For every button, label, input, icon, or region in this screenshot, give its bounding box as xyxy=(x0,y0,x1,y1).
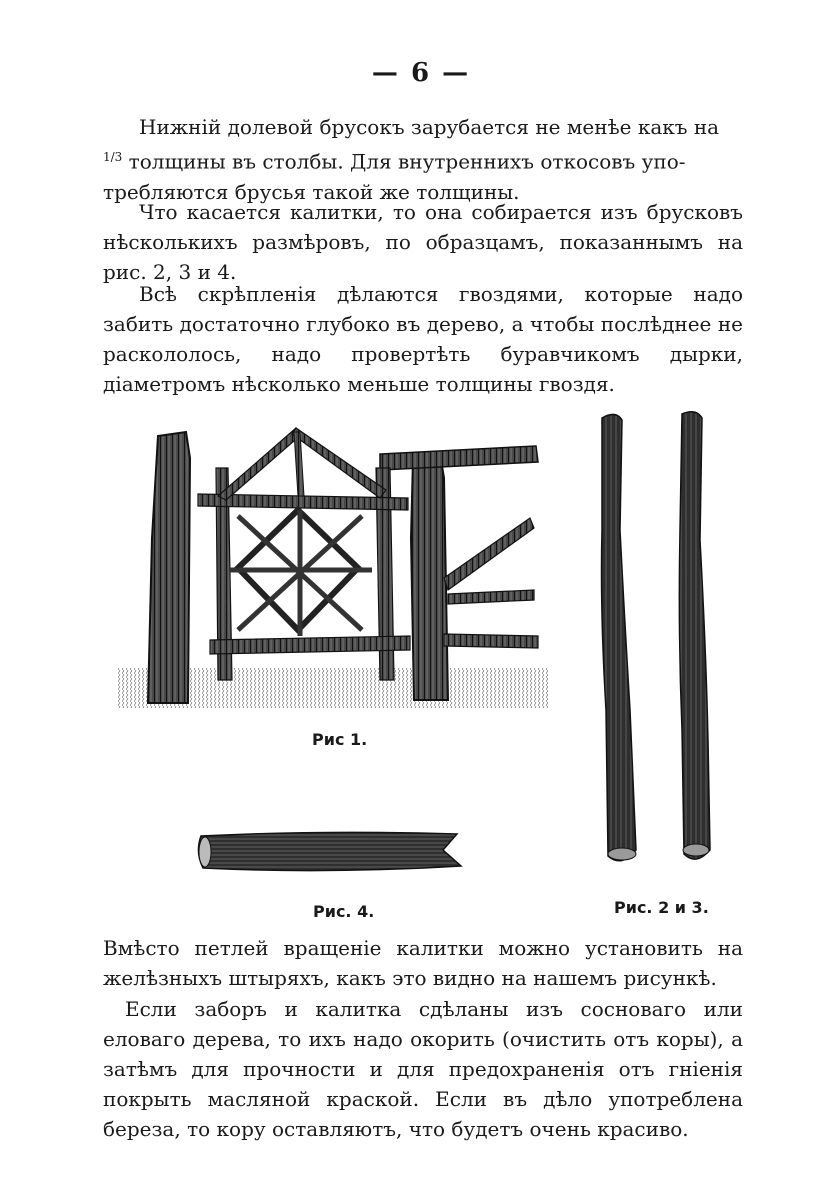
figure-2-3-poles-illustration xyxy=(590,410,720,870)
paragraph-5-text: Если заборъ и калитка сдѣланы изъ сосноваго или еловаго дерева, то ихъ надо окорить (очистить отъ коры), а затѣмъ для прочности и для предохраненія отъ гніенія покрыть масляной краской. Если въ дѣло употреблена береза, то кору оставляютъ, что будетъ очень красиво. xyxy=(103,997,743,1141)
page-number: — 6 — xyxy=(371,58,471,88)
figure-1-caption: Рис 1. xyxy=(312,730,368,749)
paragraph-1-line-1: Нижній долевой брусокъ зарубается не менѣе какъ на xyxy=(139,115,720,139)
paragraph-4-text: Вмѣсто петлей вращеніе калитки можно установить на желѣзныхъ штыряхъ, какъ это видно на нашемъ рисункѣ. xyxy=(103,936,743,990)
paragraph-3 xyxy=(103,279,743,399)
fraction-one-third: 1/3 xyxy=(103,150,123,164)
figure-2-3-caption: Рис. 2 и 3. xyxy=(614,898,709,917)
paragraph-4 xyxy=(103,933,743,993)
figure-4-caption: Рис. 4. xyxy=(313,902,375,921)
figure-4-bar-illustration xyxy=(195,826,465,882)
paragraph-1-line-3: требляются брусья такой же толщины. xyxy=(103,179,520,204)
paragraph-1 xyxy=(103,112,743,207)
paragraph-2 xyxy=(103,197,743,287)
paragraph-2-text: Что касается калитки, то она собирается изъ брусковъ нѣсколькихъ размѣровъ, по образцамъ, показаннымъ на рис. 2, 3 и 4. xyxy=(103,200,743,284)
figure-1-gate-illustration xyxy=(118,418,548,714)
paragraph-3-text: Всѣ скрѣпленія дѣлаются гвоздями, которые надо забить достаточно глубоко въ дерево, а чтобы послѣднее не раскололось, надо провертѣть буравчикомъ дырки, діаметромъ нѣсколько меньше толщины гвоздя. xyxy=(103,282,743,396)
paragraph-5 xyxy=(103,994,743,1144)
paragraph-1-line-2: толщины въ столбы. Для внутреннихъ откосовъ упо- xyxy=(128,149,686,174)
